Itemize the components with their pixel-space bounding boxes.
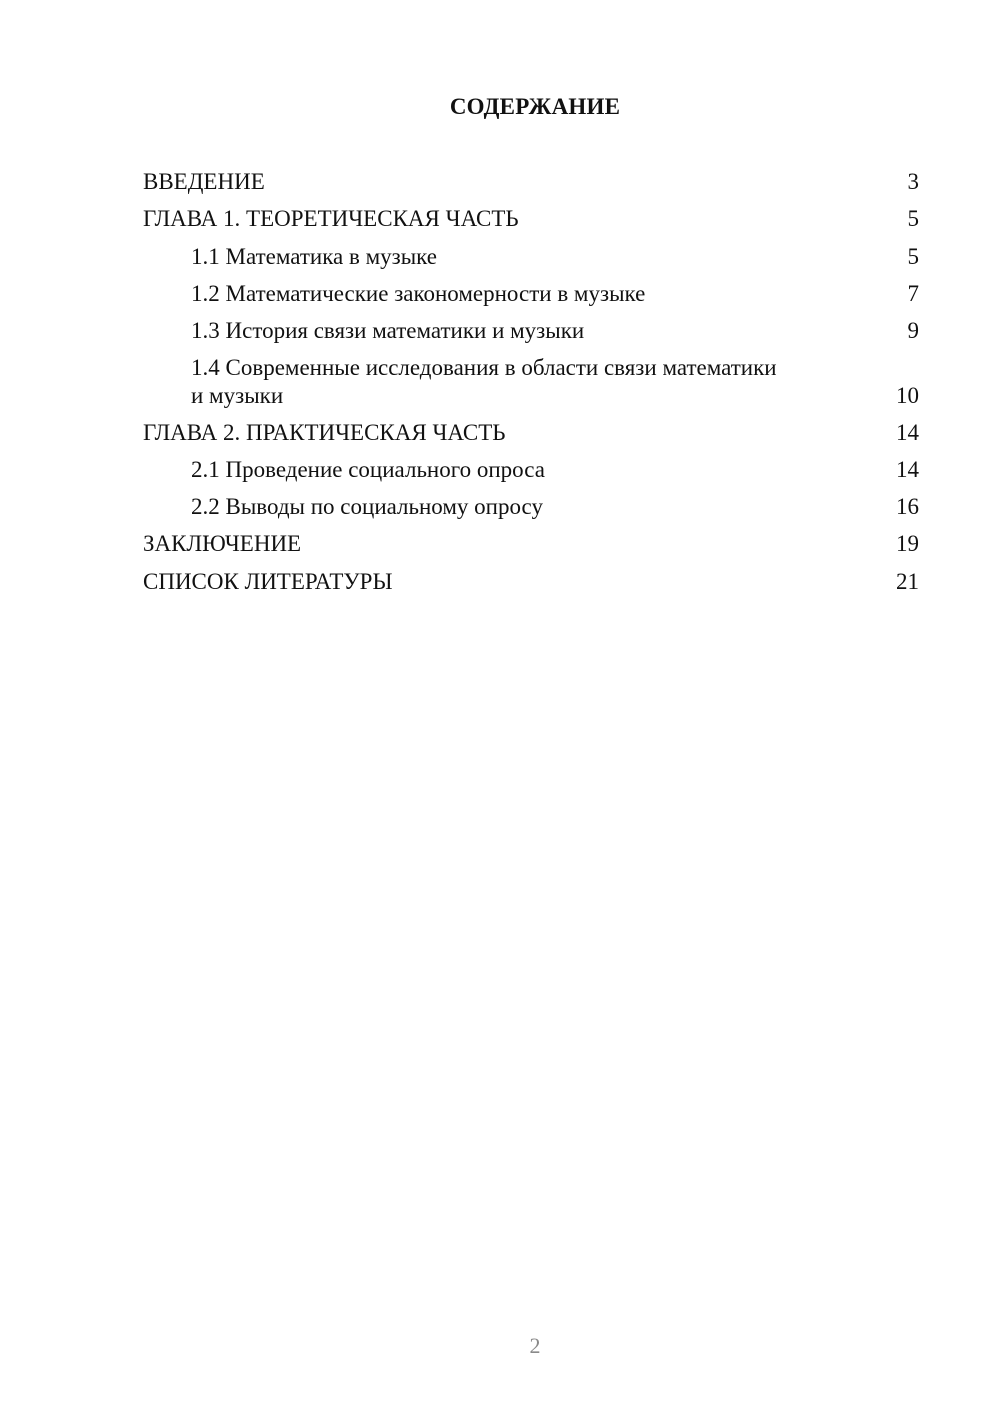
toc-entry-label: 1.3 История связи математики и музыки [191,318,585,343]
toc-entry-page: 3 [907,169,919,194]
toc-entry-label: 1.2 Математические закономерности в музыке [191,281,646,306]
toc-entry-label: 2.2 Выводы по социальному опросу [191,494,543,519]
toc-entry-label: ВВЕДЕНИЕ [143,169,265,194]
page-title: СОДЕРЖАНИЕ [449,94,621,119]
toc-entry-page: 5 [907,206,919,231]
toc-entry-page: 10 [896,383,919,408]
toc-entry-page: 14 [896,420,919,445]
toc-entry-page: 7 [907,281,919,306]
toc-entry-label: 2.1 Проведение социального опроса [191,457,545,482]
toc-entry-page: 21 [896,569,919,594]
page-number: 2 [529,1333,541,1358]
toc-entry-label: ГЛАВА 1. ТЕОРЕТИЧЕСКАЯ ЧАСТЬ [143,206,519,231]
toc-entry-label-continued: и музыки [191,383,284,408]
toc-entry-label: ГЛАВА 2. ПРАКТИЧЕСКАЯ ЧАСТЬ [143,420,506,445]
toc-entry-page: 14 [896,457,919,482]
toc-entry-page: 19 [896,531,919,556]
toc-entry-label: 1.1 Математика в музыке [191,244,437,269]
toc-entry-page: 16 [896,494,919,519]
toc-entry-label: 1.4 Современные исследования в области связи математики [191,355,777,380]
toc-entry-label: ЗАКЛЮЧЕНИЕ [143,531,302,556]
toc-entry-page: 5 [907,244,919,269]
toc-entry-page: 9 [907,318,919,343]
toc-entry-label: СПИСОК ЛИТЕРАТУРЫ [143,569,393,594]
